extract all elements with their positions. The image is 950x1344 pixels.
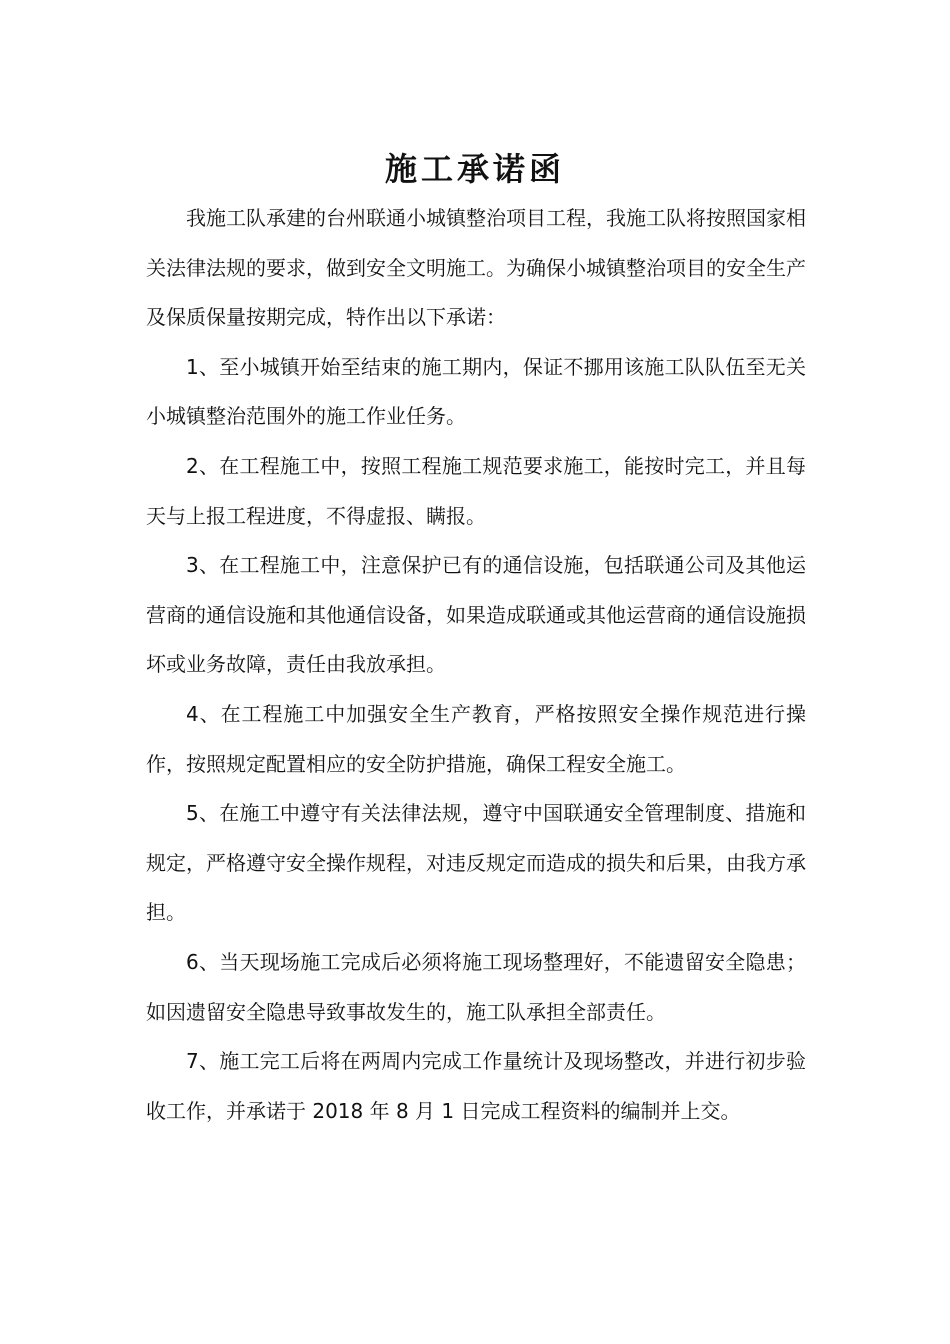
intro-paragraph: 我施工队承建的台州联通小城镇整治项目工程，我施工队将按照国家相关法律法规的要求，做到安全文明施工。为确保小城镇整治项目的安全生产及保质保量按期完成，特作出以下承诺： xyxy=(146,206,806,330)
commitment-item-6: 6、当天现场施工完成后必须将施工现场整理好，不能遗留安全隐患；如因遗留安全隐患导致事故发生的，施工队承担全部责任。 xyxy=(146,949,806,1024)
document-body xyxy=(146,194,806,1136)
commitment-item-7: 7、施工完工后将在两周内完成工作量统计及现场整改，并进行初步验收工作，并承诺于 2018 年 8 月 1 日完成工程资料的编制并上交。 xyxy=(146,1049,806,1123)
commitment-item-5: 5、在施工中遵守有关法律法规，遵守中国联通安全管理制度、措施和规定，严格遵守安全操作规程，对违反规定而造成的损失和后果，由我方承担。 xyxy=(146,801,806,925)
commitment-item-1: 1、至小城镇开始至结束的施工期内，保证不挪用该施工队队伍至无关小城镇整治范围外的施工作业任务。 xyxy=(146,354,806,429)
commitment-item-4: 4、在工程施工中加强安全生产教育，严格按照安全操作规范进行操作，按照规定配置相应的安全防护措施，确保工程安全施工。 xyxy=(146,701,806,776)
document-title: 施工承诺函 xyxy=(384,150,565,188)
commitment-item-3: 3、在工程施工中，注意保护已有的通信设施，包括联通公司及其他运营商的通信设施和其他通信设备，如果造成联通或其他运营商的通信设施损坏或业务故障，责任由我放承担。 xyxy=(146,553,806,677)
commitment-item-2: 2、在工程施工中，按照工程施工规范要求施工，能按时完工，并且每天与上报工程进度，不得虚报、瞒报。 xyxy=(146,453,806,528)
